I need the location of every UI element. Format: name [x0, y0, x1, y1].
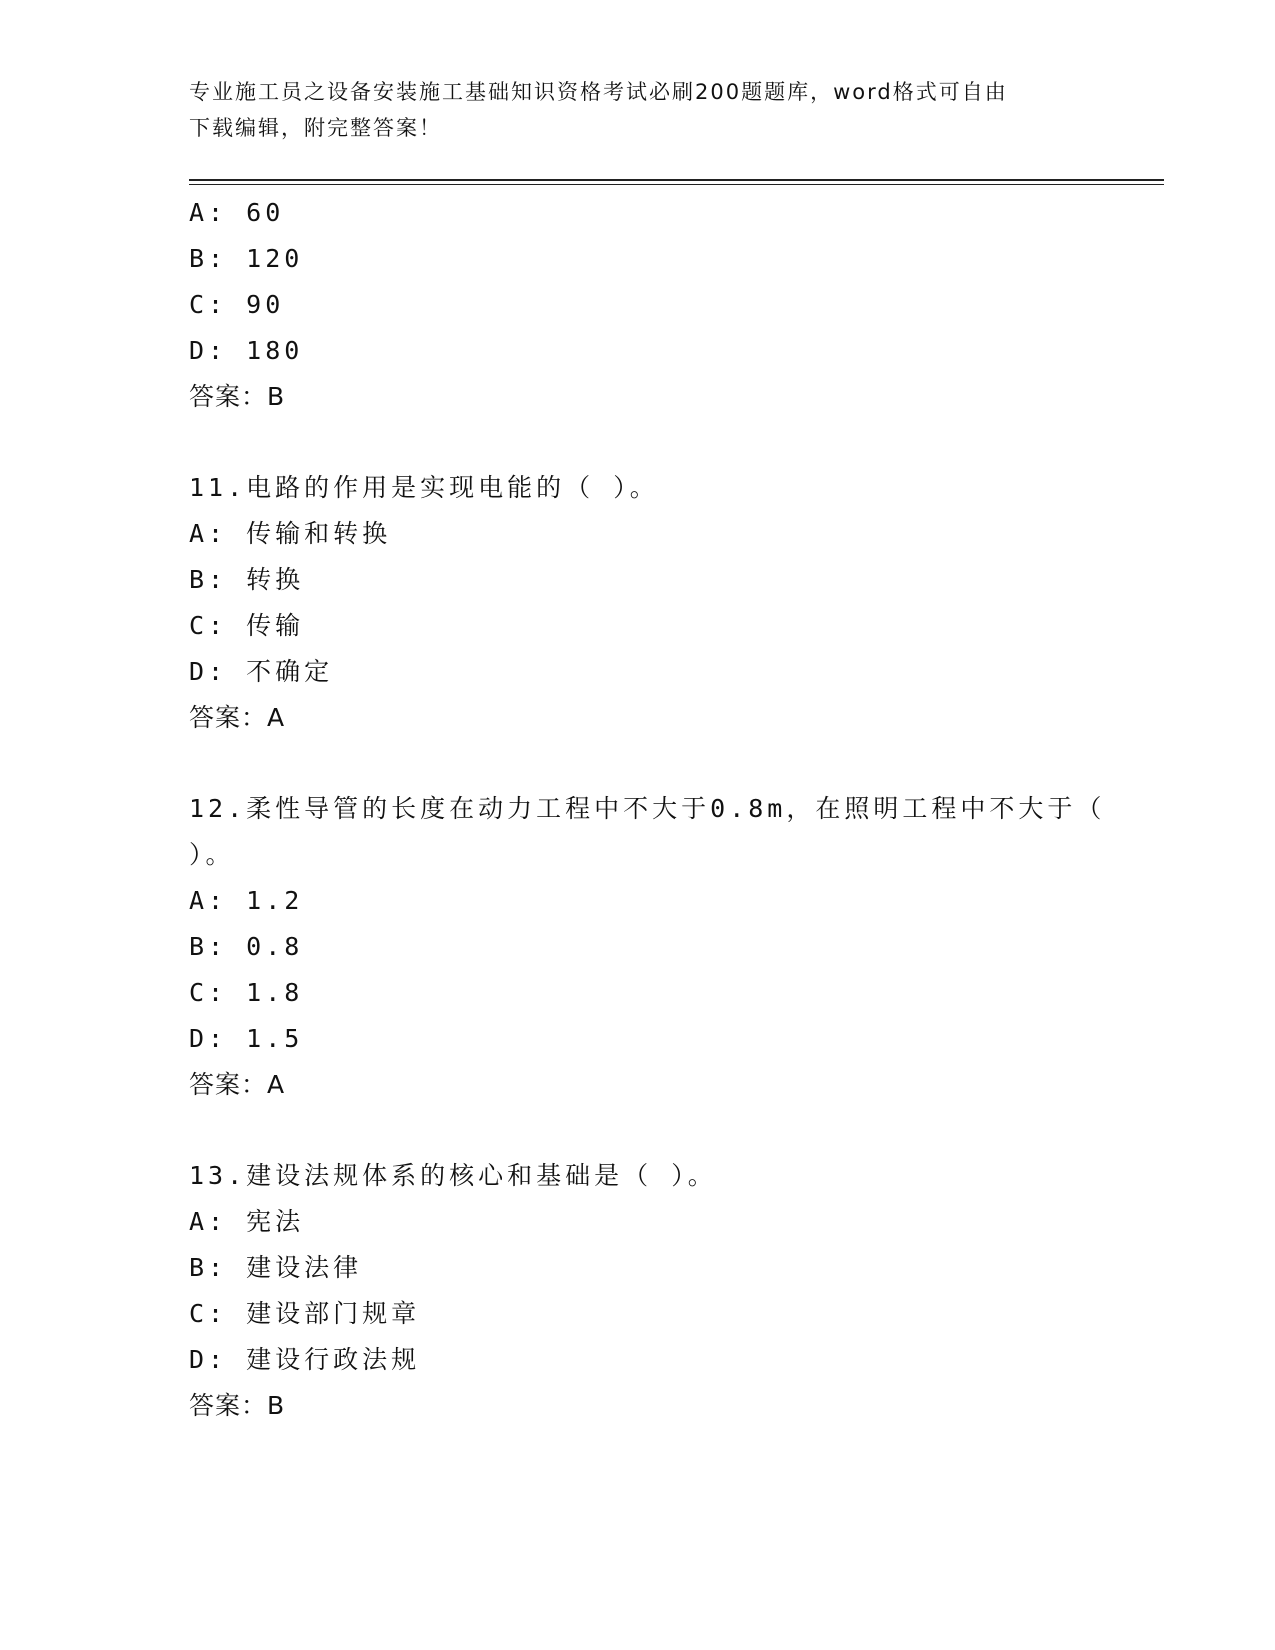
question-text: 13.建设法规体系的核心和基础是（ ）。: [189, 1161, 717, 1190]
question-10-block: [189, 190, 1139, 420]
option-a: A: 60: [189, 198, 285, 227]
option-c: C: 90: [189, 290, 285, 319]
question-13-block: [189, 1153, 1139, 1429]
header-line-2: 下载编辑，附完整答案！: [189, 116, 442, 140]
option-d: D: 建设行政法规: [189, 1345, 421, 1374]
header-line-1: 专业施工员之设备安装施工基础知识资格考试必刷200题题库，word格式可自由: [189, 80, 1008, 104]
document-header: [189, 74, 1089, 146]
question-list: [189, 190, 1139, 1429]
question-11-block: [189, 465, 1139, 741]
option-c: C: 传输: [189, 611, 305, 640]
question-12-block: [189, 786, 1139, 1108]
option-a: A: 1.2: [189, 886, 304, 915]
option-b: B: 建设法律: [189, 1253, 363, 1282]
option-d: D: 180: [189, 336, 304, 365]
question-text-line-2: ）。: [189, 840, 235, 869]
answer-line: 答案：B: [189, 1391, 286, 1420]
question-text: 11.电路的作用是实现电能的（ ）。: [189, 473, 659, 502]
option-a: A: 传输和转换: [189, 519, 392, 548]
option-b: B: 0.8: [189, 932, 304, 961]
option-b: B: 转换: [189, 565, 305, 594]
option-d: D: 1.5: [189, 1024, 304, 1053]
option-c: C: 1.8: [189, 978, 304, 1007]
question-text-line-1: 12.柔性导管的长度在动力工程中不大于0.8m，在照明工程中不大于（: [189, 794, 1106, 823]
option-c: C: 建设部门规章: [189, 1299, 421, 1328]
answer-line: 答案：A: [189, 1070, 286, 1099]
header-divider-thin: [189, 184, 1164, 185]
option-a: A: 宪法: [189, 1207, 305, 1236]
option-b: B: 120: [189, 244, 304, 273]
answer-line: 答案：B: [189, 382, 286, 411]
option-d: D: 不确定: [189, 657, 334, 686]
answer-line: 答案：A: [189, 703, 286, 732]
header-divider-thick: [189, 179, 1164, 181]
